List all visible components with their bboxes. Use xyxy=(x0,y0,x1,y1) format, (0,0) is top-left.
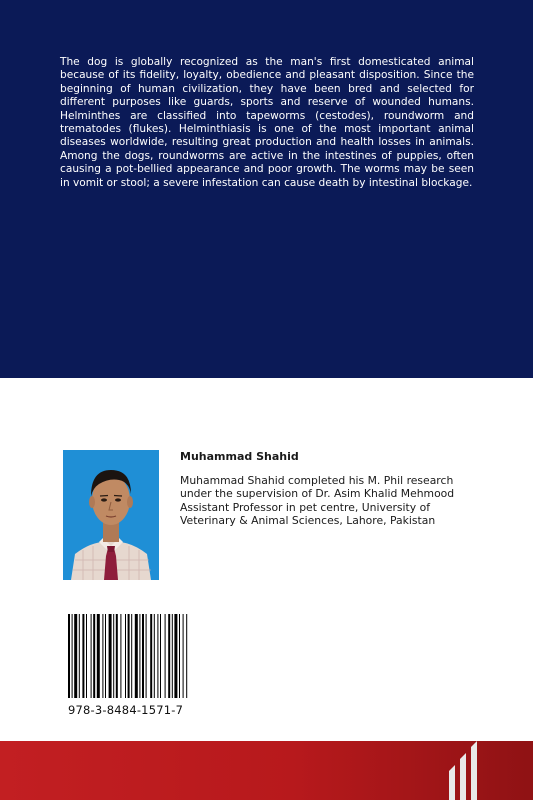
author-name: Muhammad Shahid xyxy=(180,450,299,463)
isbn-number: 978-3-8484-1571-7 xyxy=(68,703,184,717)
author-photo xyxy=(63,450,159,580)
bottom-band xyxy=(0,741,533,800)
top-panel xyxy=(0,0,533,378)
barcode xyxy=(66,614,224,698)
author-bio: Muhammad Shahid completed his M. Phil research under the supervision of Dr. Asim Khalid Mehmood Assistant Professor in pet centre, University of Veterinary & Animal Sciences, Lahore, Pakistan xyxy=(180,474,455,528)
blurb-text: The dog is globally recognized as the man's first domesticated animal because of its fidelity, loyalty, obedience and pleasant disposition. Since the beginning of human civilization, they have been bred and selected for different purposes like guards, sports and reserve of wounded humans. Helminthes are classified into tapeworms (cestodes), roundworm and trematodes (flukes). Helminthiasis is one of the most important animal diseases worldwide, resulting great production and health losses in animals. Among the dogs, roundworms are active in the intestines of puppies, often causing a pot-bellied appearance and poor growth. The worms may be seen in vomit or stool; a severe infestation can cause death by intestinal blockage. xyxy=(60,56,474,189)
